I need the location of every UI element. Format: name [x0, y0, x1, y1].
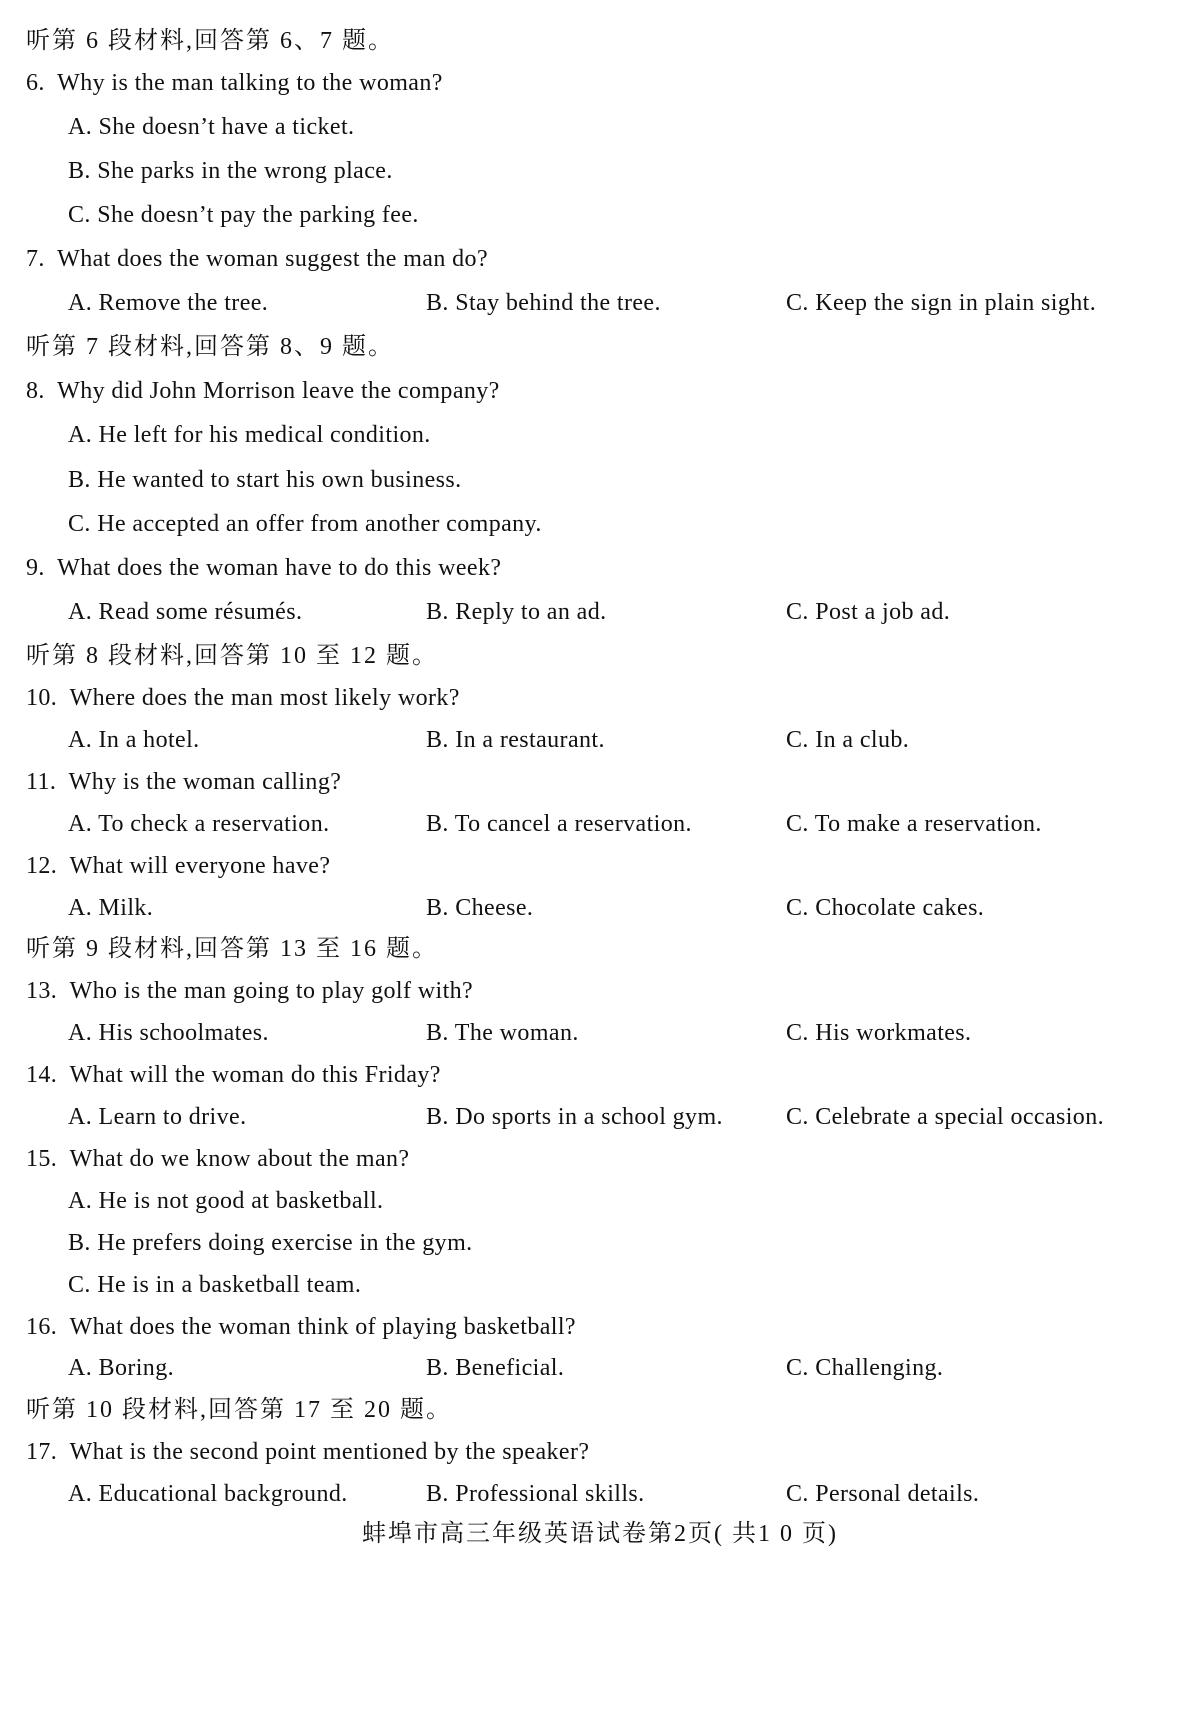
question-6-option-c: C. She doesn’t pay the parking fee. [68, 202, 419, 228]
question-16-stem: 16. What does the woman think of playing basketball? [26, 1314, 576, 1340]
question-12-option-b: B. Cheese. [426, 895, 534, 921]
question-11-stem: 11. Why is the woman calling? [26, 769, 342, 795]
question-9-option-a: A. Read some résumés. [68, 599, 303, 625]
question-11-option-b: B. To cancel a reservation. [426, 811, 692, 837]
question-14-option-a: A. Learn to drive. [68, 1104, 247, 1130]
question-15-option-c: C. He is in a basketball team. [68, 1272, 362, 1298]
question-7-option-c: C. Keep the sign in plain sight. [786, 290, 1097, 316]
question-9-stem: 9. What does the woman have to do this week? [26, 555, 502, 581]
question-14-option-c: C. Celebrate a special occasion. [786, 1104, 1105, 1130]
question-14-stem: 14. What will the woman do this Friday? [26, 1062, 441, 1088]
question-13-stem: 13. Who is the man going to play golf with? [26, 978, 474, 1004]
question-12-option-a: A. Milk. [68, 895, 154, 921]
question-8-option-a: A. He left for his medical condition. [68, 422, 431, 448]
section-heading-8: 听第 8 段材料,回答第 10 至 12 题。 [26, 643, 438, 669]
section-heading-9: 听第 9 段材料,回答第 13 至 16 题。 [26, 936, 438, 962]
section-heading-7: 听第 7 段材料,回答第 8、9 题。 [26, 334, 394, 360]
question-17-stem: 17. What is the second point mentioned by the speaker? [26, 1439, 590, 1465]
question-17-option-b: B. Professional skills. [426, 1481, 645, 1507]
question-7-option-a: A. Remove the tree. [68, 290, 269, 316]
question-11-option-a: A. To check a reservation. [68, 811, 330, 837]
question-10-stem: 10. Where does the man most likely work? [26, 685, 460, 711]
question-13-option-c: C. His workmates. [786, 1020, 972, 1046]
question-9-option-b: B. Reply to an ad. [426, 599, 607, 625]
question-16-option-c: C. Challenging. [786, 1355, 944, 1381]
question-10-option-b: B. In a restaurant. [426, 727, 605, 753]
question-8-option-c: C. He accepted an offer from another company. [68, 511, 542, 537]
question-6-option-b: B. She parks in the wrong place. [68, 158, 393, 184]
question-10-option-a: A. In a hotel. [68, 727, 200, 753]
page-footer: 蚌埠市高三年级英语试卷第2页( 共1 0 页) [362, 1521, 838, 1547]
question-15-option-a: A. He is not good at basketball. [68, 1188, 384, 1214]
question-7-stem: 7. What does the woman suggest the man do? [26, 246, 488, 272]
question-12-option-c: C. Chocolate cakes. [786, 895, 985, 921]
question-12-stem: 12. What will everyone have? [26, 853, 331, 879]
question-6-stem: 6. Why is the man talking to the woman? [26, 70, 443, 96]
question-14-option-b: B. Do sports in a school gym. [426, 1104, 723, 1130]
question-11-option-c: C. To make a reservation. [786, 811, 1042, 837]
question-13-option-a: A. His schoolmates. [68, 1020, 269, 1046]
question-8-option-b: B. He wanted to start his own business. [68, 467, 462, 493]
question-8-stem: 8. Why did John Morrison leave the company? [26, 378, 500, 404]
question-17-option-a: A. Educational background. [68, 1481, 348, 1507]
section-heading-10: 听第 10 段材料,回答第 17 至 20 题。 [26, 1397, 452, 1423]
section-heading-6: 听第 6 段材料,回答第 6、7 题。 [26, 28, 394, 54]
question-10-option-c: C. In a club. [786, 727, 910, 753]
question-7-option-b: B. Stay behind the tree. [426, 290, 661, 316]
question-9-option-c: C. Post a job ad. [786, 599, 951, 625]
question-6-option-a: A. She doesn’t have a ticket. [68, 114, 355, 140]
question-16-option-b: B. Beneficial. [426, 1355, 565, 1381]
question-15-stem: 15. What do we know about the man? [26, 1146, 410, 1172]
question-15-option-b: B. He prefers doing exercise in the gym. [68, 1230, 473, 1256]
question-13-option-b: B. The woman. [426, 1020, 579, 1046]
question-16-option-a: A. Boring. [68, 1355, 174, 1381]
question-17-option-c: C. Personal details. [786, 1481, 980, 1507]
